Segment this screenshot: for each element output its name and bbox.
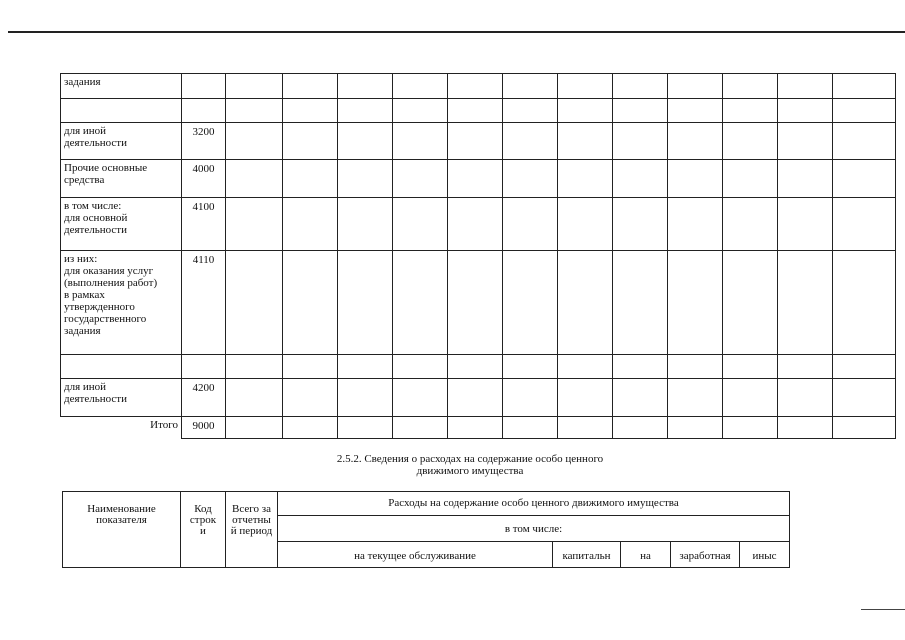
table-cell bbox=[613, 160, 668, 198]
total-row bbox=[61, 417, 896, 439]
table-row bbox=[61, 251, 896, 355]
table-cell bbox=[778, 198, 833, 251]
table-row bbox=[61, 198, 896, 251]
table-cell bbox=[283, 99, 338, 123]
table-cell bbox=[338, 355, 393, 379]
table-cell bbox=[613, 123, 668, 160]
table-cell bbox=[338, 198, 393, 251]
table-cell bbox=[558, 74, 613, 99]
table-cell bbox=[503, 99, 558, 123]
table-cell bbox=[613, 74, 668, 99]
table-cell bbox=[226, 355, 283, 379]
table-cell bbox=[723, 379, 778, 417]
table-cell bbox=[283, 160, 338, 198]
row-name bbox=[61, 99, 182, 123]
table-cell bbox=[393, 160, 448, 198]
table-cell bbox=[613, 379, 668, 417]
table-cell bbox=[668, 123, 723, 160]
table-cell bbox=[613, 251, 668, 355]
table-cell bbox=[226, 99, 283, 123]
table-cell bbox=[503, 198, 558, 251]
row-code: 3200 bbox=[182, 123, 226, 160]
table-cell bbox=[338, 417, 393, 439]
table-cell bbox=[448, 355, 503, 379]
table-cell bbox=[283, 417, 338, 439]
especially-valuable-property-table bbox=[62, 491, 790, 568]
row-name: Прочие основные средства bbox=[61, 160, 182, 198]
table-cell bbox=[283, 379, 338, 417]
top-rule bbox=[8, 31, 905, 33]
row-code: 4200 bbox=[182, 379, 226, 417]
table-cell bbox=[448, 123, 503, 160]
table-cell bbox=[833, 355, 896, 379]
table-cell bbox=[613, 198, 668, 251]
table-row bbox=[61, 379, 896, 417]
table-cell bbox=[723, 417, 778, 439]
table-cell bbox=[226, 74, 283, 99]
table-cell bbox=[558, 355, 613, 379]
table-cell bbox=[393, 74, 448, 99]
table-cell bbox=[226, 417, 283, 439]
table-cell bbox=[613, 99, 668, 123]
table-cell bbox=[833, 251, 896, 355]
table-cell bbox=[448, 160, 503, 198]
table-row bbox=[61, 160, 896, 198]
table-cell bbox=[778, 123, 833, 160]
table-cell bbox=[448, 417, 503, 439]
table-row bbox=[61, 74, 896, 99]
row-name: в том числе: для основной деятельности bbox=[61, 198, 182, 251]
header-other: иныс bbox=[740, 542, 790, 568]
header-including: в том числе: bbox=[278, 516, 790, 542]
table-row bbox=[61, 99, 896, 123]
table-cell bbox=[668, 355, 723, 379]
table-cell bbox=[448, 74, 503, 99]
table-cell bbox=[226, 160, 283, 198]
table-cell bbox=[833, 74, 896, 99]
row-code: 4100 bbox=[182, 198, 226, 251]
table-cell bbox=[448, 379, 503, 417]
table-cell bbox=[283, 123, 338, 160]
table-cell bbox=[226, 198, 283, 251]
fixed-assets-table-body bbox=[61, 74, 896, 439]
table-cell bbox=[558, 99, 613, 123]
table-cell bbox=[283, 198, 338, 251]
row-name: для иной деятельности bbox=[61, 123, 182, 160]
table-cell bbox=[448, 198, 503, 251]
table-cell bbox=[448, 99, 503, 123]
table-cell bbox=[393, 123, 448, 160]
table-cell bbox=[833, 417, 896, 439]
table-cell bbox=[723, 251, 778, 355]
table-cell bbox=[558, 251, 613, 355]
table-cell bbox=[503, 417, 558, 439]
table-cell bbox=[283, 355, 338, 379]
table-cell bbox=[778, 379, 833, 417]
table-cell bbox=[778, 74, 833, 99]
table-cell bbox=[338, 74, 393, 99]
header-capital: капитальн bbox=[553, 542, 621, 568]
table-cell bbox=[668, 74, 723, 99]
table-cell bbox=[613, 417, 668, 439]
total-label: Итого bbox=[61, 417, 182, 439]
row-code: 4000 bbox=[182, 160, 226, 198]
row-code bbox=[182, 74, 226, 99]
table-cell bbox=[338, 251, 393, 355]
table-cell bbox=[558, 160, 613, 198]
header-na: на bbox=[621, 542, 671, 568]
table-cell bbox=[393, 355, 448, 379]
table-cell bbox=[833, 198, 896, 251]
table-cell bbox=[668, 198, 723, 251]
row-name: для иной деятельности bbox=[61, 379, 182, 417]
table-cell bbox=[338, 160, 393, 198]
table-cell bbox=[778, 251, 833, 355]
table-cell bbox=[723, 160, 778, 198]
table-cell bbox=[558, 123, 613, 160]
table-cell bbox=[558, 417, 613, 439]
table-cell bbox=[778, 160, 833, 198]
table-cell bbox=[393, 417, 448, 439]
table-cell bbox=[668, 160, 723, 198]
table-cell bbox=[226, 123, 283, 160]
table-cell bbox=[558, 198, 613, 251]
table-cell bbox=[723, 355, 778, 379]
row-name: из них: для оказания услуг (выполнения работ) в рамках утвержденного государственного задания bbox=[61, 251, 182, 355]
table-cell bbox=[833, 160, 896, 198]
table-cell bbox=[503, 160, 558, 198]
table-cell bbox=[503, 251, 558, 355]
table-cell bbox=[393, 99, 448, 123]
row-name bbox=[61, 355, 182, 379]
fixed-assets-table bbox=[60, 73, 896, 439]
table-cell bbox=[503, 74, 558, 99]
table-cell bbox=[723, 123, 778, 160]
table-cell bbox=[393, 251, 448, 355]
header-row-code: Код строк и bbox=[181, 492, 226, 568]
table-cell bbox=[668, 251, 723, 355]
table-cell bbox=[668, 417, 723, 439]
section-caption: 2.5.2. Сведения о расходах на содержание особо ценного движимого имущества bbox=[336, 453, 604, 477]
table-cell bbox=[833, 99, 896, 123]
table-row bbox=[61, 355, 896, 379]
row-code bbox=[182, 355, 226, 379]
table-cell bbox=[393, 379, 448, 417]
table-cell bbox=[668, 99, 723, 123]
table-cell bbox=[833, 123, 896, 160]
table-cell bbox=[503, 379, 558, 417]
corner-rule bbox=[861, 609, 905, 610]
table-cell bbox=[503, 123, 558, 160]
header-maintenance-expenses: Расходы на содержание особо ценного движимого имущества bbox=[278, 492, 790, 516]
table-cell bbox=[338, 99, 393, 123]
table-cell bbox=[393, 198, 448, 251]
table-cell bbox=[338, 379, 393, 417]
table-cell bbox=[338, 123, 393, 160]
table-cell bbox=[283, 74, 338, 99]
table-cell bbox=[778, 99, 833, 123]
header-salary: заработная bbox=[671, 542, 740, 568]
table-cell bbox=[613, 355, 668, 379]
header-indicator-name: Наименование показателя bbox=[63, 492, 181, 568]
table-cell bbox=[778, 355, 833, 379]
table-cell bbox=[723, 74, 778, 99]
table-cell bbox=[226, 379, 283, 417]
row-code bbox=[182, 99, 226, 123]
table-cell bbox=[283, 251, 338, 355]
header-current-maintenance: на текущее обслуживание bbox=[278, 542, 553, 568]
table-cell bbox=[448, 251, 503, 355]
total-code: 9000 bbox=[182, 417, 226, 439]
table-cell bbox=[778, 417, 833, 439]
table-row bbox=[61, 123, 896, 160]
table-cell bbox=[833, 379, 896, 417]
table-cell bbox=[226, 251, 283, 355]
row-name: задания bbox=[61, 74, 182, 99]
table-cell bbox=[668, 379, 723, 417]
table-cell bbox=[723, 198, 778, 251]
table-cell bbox=[558, 379, 613, 417]
row-code: 4110 bbox=[182, 251, 226, 355]
table-cell bbox=[503, 355, 558, 379]
table-cell bbox=[723, 99, 778, 123]
header-total-period: Всего за отчетны й период bbox=[226, 492, 278, 568]
